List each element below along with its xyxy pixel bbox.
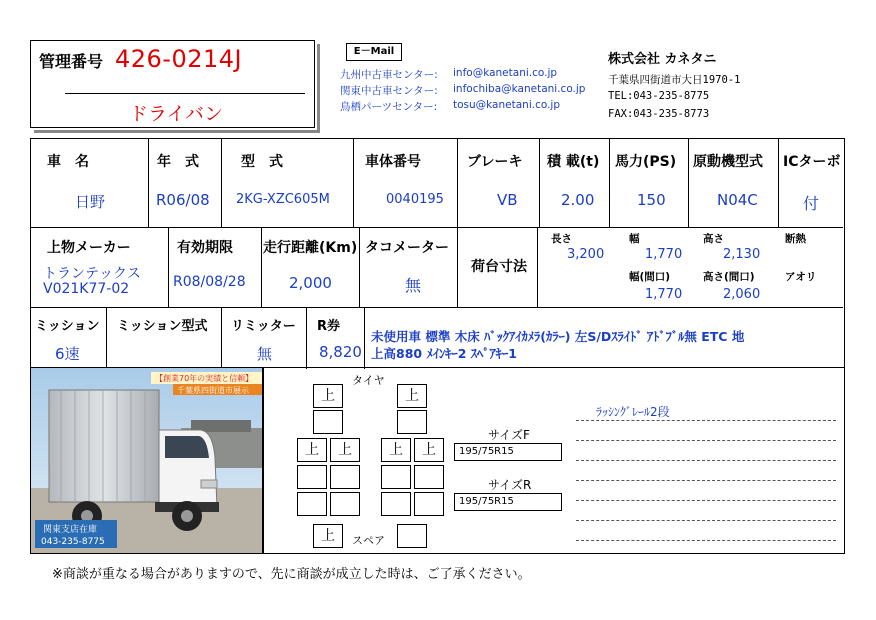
row-divider — [31, 227, 843, 228]
value-length: 3,200 — [567, 247, 605, 262]
header-cargo-dims: 荷台寸法 — [471, 259, 527, 275]
value-body-maker-model: V021K77-02 — [43, 281, 130, 297]
contact-email[interactable]: tosu@kanetani.co.jp — [453, 99, 561, 111]
header-model: 型 式 — [241, 154, 283, 170]
label-width-opening: 幅(間口) — [629, 271, 671, 283]
size-front-value: 195/75R15 — [454, 443, 562, 461]
header-horsepower: 馬力(PS) — [615, 154, 677, 170]
remarks-line-1: 未使用車 標準 木床 ﾊﾞｯｸｱｲｶﾒﾗ(ｶﾗｰ) 左S/Dｽﾗｲﾄﾞ ｱﾄﾞﾌﾞﾙ無 ETC 地 — [371, 329, 745, 344]
contact-kyushu — [340, 67, 558, 82]
header-body-maker: 上物メーカー — [47, 240, 131, 256]
col-divider — [168, 227, 169, 307]
value-width-opening: 1,770 — [645, 287, 683, 302]
value-engine-model: N04C — [717, 191, 758, 209]
truck-photo — [30, 368, 263, 554]
tire-rear-right-inner-2 — [381, 465, 411, 489]
spare-label: スペア — [352, 534, 385, 547]
size-rear-value: 195/75R15 — [454, 493, 562, 511]
col-divider — [359, 227, 360, 307]
tire-label: タイヤ — [352, 374, 385, 387]
contact-name: 鳥栖パーツセンター: — [340, 101, 438, 113]
value-limiter: 無 — [257, 345, 273, 363]
size-rear-label: サイズR — [488, 478, 532, 492]
value-mileage: 2,000 — [289, 274, 332, 292]
label-gate: アオリ — [785, 271, 817, 283]
col-divider — [537, 227, 538, 307]
spec-table — [30, 138, 845, 368]
remark-line — [576, 420, 836, 421]
header-limiter: リミッター — [231, 319, 296, 334]
management-label: 管理番号 — [39, 52, 104, 71]
email-label: E－Mail — [346, 43, 402, 61]
value-chassis-no: 0040195 — [386, 192, 444, 207]
truck-illustration — [31, 368, 263, 554]
col-divider — [457, 227, 458, 307]
remark-line — [576, 520, 836, 521]
remark-line — [576, 440, 836, 441]
col-divider — [261, 227, 262, 307]
header-engine-model: 原動機型式 — [693, 154, 763, 170]
tire-rear-right-inner: 上 — [381, 438, 411, 462]
contact-name: 九州中古車センター: — [340, 69, 438, 81]
contact-name: 関東中古車センター: — [340, 85, 438, 97]
company-tel: TEL:043-235-8775 — [608, 90, 710, 102]
remark-line — [576, 460, 836, 461]
value-horsepower: 150 — [637, 191, 666, 209]
body-type: ドライバン — [129, 103, 224, 125]
col-divider — [221, 139, 222, 227]
value-body-maker: トランテックス — [43, 266, 141, 282]
header-ic-turbo: ICターボ — [783, 154, 841, 170]
value-tachometer: 無 — [405, 276, 422, 295]
tire-rear-left-inner-3 — [330, 492, 360, 516]
value-transmission: 6速 — [55, 345, 80, 363]
store-badge-line-1: 関東支店在庫 — [43, 525, 98, 535]
header-capacity: 積 載(t) — [547, 154, 600, 170]
header-r-ticket: R券 — [317, 319, 341, 334]
col-divider — [353, 139, 354, 227]
tire-front-left-2 — [313, 410, 343, 434]
label-width: 幅 — [629, 233, 640, 245]
header-brake: ブレーキ — [467, 154, 523, 170]
value-inspection-expiry: R08/08/28 — [173, 274, 246, 290]
remark-line — [576, 540, 836, 541]
company-address: 千葉県四街道市大日1970-1 — [608, 74, 741, 86]
footnote: ※商談が重なる場合がありますので、先に商談が成立した時は、ご了承ください。 — [52, 567, 531, 582]
col-divider — [539, 139, 540, 227]
tire-section — [263, 368, 845, 554]
header-inspection-expiry: 有効期限 — [177, 240, 233, 256]
store-badge-line-2: 043-235-8775 — [41, 537, 105, 547]
tire-spare-2 — [397, 524, 427, 548]
company-name: 株式会社 カネタニ — [608, 52, 717, 67]
remark-line — [576, 480, 836, 481]
tire-rear-right-inner-3 — [381, 492, 411, 516]
tire-front-left: 上 — [313, 384, 343, 408]
col-divider — [306, 307, 307, 369]
tire-rear-right-outer-2 — [414, 465, 444, 489]
tire-rear-left-outer-2 — [297, 465, 327, 489]
col-divider — [609, 139, 610, 227]
value-capacity: 2.00 — [561, 191, 595, 209]
label-insulation: 断熱 — [785, 233, 806, 245]
col-divider — [221, 307, 222, 369]
lashing-rail-note: ﾗｯｼﾝｸﾞﾚｰﾙ2段 — [596, 405, 670, 419]
label-length: 長さ — [551, 233, 572, 245]
header-year: 年 式 — [157, 154, 199, 170]
remarks-line-2: 上高880 ﾒｲﾝｷｰ2 ｽﾍﾟｱｷｰ1 — [371, 346, 517, 361]
value-r-ticket: 8,820 — [319, 343, 362, 361]
size-front-label: サイズF — [488, 428, 530, 442]
tire-rear-left-inner: 上 — [330, 438, 360, 462]
row-divider — [31, 307, 843, 308]
header-transmission: ミッション — [35, 319, 100, 334]
value-height: 2,130 — [723, 247, 761, 262]
management-box — [30, 40, 315, 128]
tire-rear-left-outer: 上 — [297, 438, 327, 462]
tire-rear-right-outer-3 — [414, 492, 444, 516]
contact-email[interactable]: info@kanetani.co.jp — [453, 67, 558, 79]
tire-rear-left-outer-3 — [297, 492, 327, 516]
banner-line-1: 【創業70年の実績と信頼】 — [155, 374, 254, 383]
header-chassis-no: 車体番号 — [365, 154, 421, 170]
tire-front-right-2 — [397, 410, 427, 434]
label-height: 高さ — [703, 233, 724, 245]
contact-kanto — [340, 83, 586, 98]
value-brake: VB — [497, 191, 518, 209]
header-tachometer: タコメーター — [365, 240, 449, 256]
company-fax: FAX:043-235-8773 — [608, 108, 710, 120]
header-transmission-model: ミッション型式 — [117, 319, 208, 334]
banner-line-2: 千葉県四街道市展示 — [177, 386, 249, 395]
divider — [65, 93, 305, 94]
header-vehicle-name: 車 名 — [47, 154, 89, 170]
header-mileage: 走行距離(Km) — [263, 240, 358, 256]
col-divider — [106, 307, 107, 369]
tire-spare-1: 上 — [313, 524, 343, 548]
value-year: R06/08 — [156, 191, 210, 209]
contact-tosu — [340, 99, 561, 114]
col-divider — [457, 139, 458, 227]
value-vehicle-name: 日野 — [75, 193, 106, 211]
col-divider — [364, 307, 365, 369]
col-divider — [778, 139, 779, 227]
remark-line — [576, 500, 836, 501]
label-height-opening: 高さ(間口) — [703, 271, 755, 283]
value-width: 1,770 — [645, 247, 683, 262]
management-number: 426-0214J — [115, 45, 243, 73]
col-divider — [148, 139, 149, 227]
value-height-opening: 2,060 — [723, 287, 761, 302]
col-divider — [688, 139, 689, 227]
value-model: 2KG-XZC605M — [236, 192, 330, 207]
tire-rear-right-outer: 上 — [414, 438, 444, 462]
value-ic-turbo: 付 — [803, 194, 820, 213]
tire-rear-left-inner-2 — [330, 465, 360, 489]
contact-email[interactable]: infochiba@kanetani.co.jp — [453, 83, 586, 95]
tire-front-right: 上 — [397, 384, 427, 408]
